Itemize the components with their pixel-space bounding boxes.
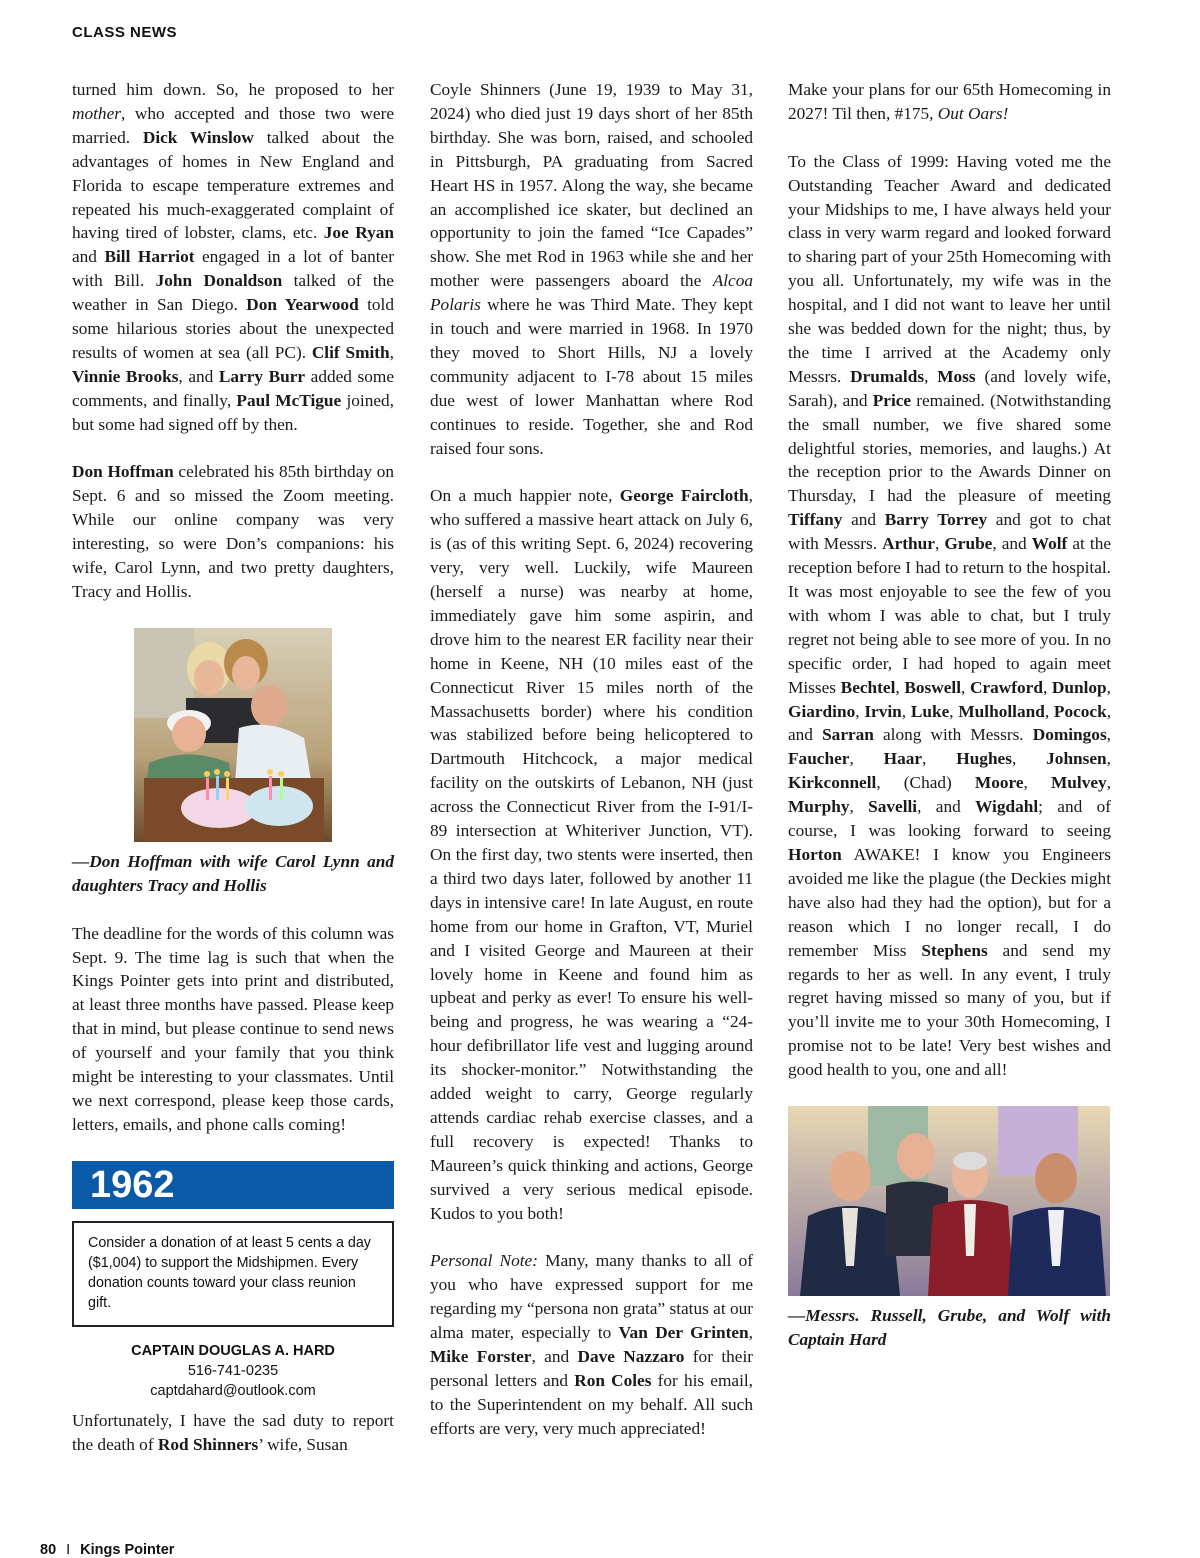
name-highlight: Clif Smith: [311, 342, 390, 362]
text-run: Coyle Shinners (June 19, 1939 to May 31, 2024) who died just 19 days short of her 85th birthday. She was born, raised, and schooled in Pittsburgh, PA graduating from Sacred Heart HS in 1957. Along the way, she became an accomplished ice skater, but declined an opportunity to join the famed “Ice Capades” show. She met Rod in 1963 while she and her mother were passengers aboard the: [430, 80, 753, 291]
text-run: turned him down. So, he proposed to her: [72, 80, 394, 99]
donation-box: Consider a donation of at least 5 cents a day ($1,004) to support the Midshipmen. Every donation counts toward your class reunion gift.: [72, 1221, 394, 1327]
name-highlight: Wolf: [1031, 534, 1068, 554]
name-highlight: Don Yearwood: [246, 295, 359, 315]
text-run: Many, many thanks to all of you who have expressed support for me regarding my “persona non grata” status at our alma mater, especially to: [430, 1251, 753, 1343]
text-run: ’ wife, Susan: [258, 1434, 348, 1454]
text-run: To the Class of 1999: Having voted me the Outstanding Teacher Award and dedicated your Midships to me, I have always held your class in very warm regard and looked forward to sharing part of your 25th Homecoming with you all. Unfortunately, my wife was in the hospital, and I did not want to leave her until she was bedded down for the night; thus, by the time I arrived at the Academy only Messrs.: [788, 151, 1112, 386]
name-highlight: Barry Torrey: [884, 510, 988, 530]
italic-text: Alcoa Polaris: [430, 271, 753, 315]
name-highlight: Murphy: [788, 797, 850, 817]
name-highlight: Bechtel: [840, 677, 896, 697]
name-highlight: Mulholland: [958, 701, 1045, 721]
hoffman-family-photo: [134, 628, 332, 842]
name-highlight: George Faircloth: [619, 486, 749, 506]
class-year-banner: 1962: [72, 1161, 394, 1209]
text-run: (and lovely wife, Sarah), and: [788, 366, 1112, 410]
name-highlight: Johnsen: [1046, 749, 1107, 769]
paragraph: [72, 460, 394, 603]
text-run: , and: [917, 797, 976, 817]
text-run: ,: [1011, 749, 1047, 769]
captain-photo-caption: —Messrs. Russell, Grube, and Wolf with Captain Hard: [788, 1305, 1111, 1349]
text-run: ,: [1106, 677, 1111, 697]
name-highlight: Boswell: [904, 677, 962, 697]
page-number: 80: [40, 1542, 57, 1558]
hoffman-photo-caption: —Don Hoffman with wife Carol Lynn and daughters Tracy and Hollis: [72, 851, 394, 895]
paragraph: [430, 484, 753, 1225]
name-highlight: Van Der Grinten: [618, 1323, 749, 1343]
column-3: [788, 78, 1111, 1376]
text-run: ,: [1106, 773, 1112, 793]
column-2: [430, 78, 753, 1441]
name-highlight: Joe Ryan: [323, 223, 394, 243]
name-highlight: Horton: [788, 844, 842, 864]
name-highlight: Ron Coles: [574, 1370, 652, 1390]
name-highlight: Tiffany: [788, 510, 843, 530]
name-highlight: Mike Forster: [430, 1347, 532, 1366]
text-run: and got to chat with Messrs.: [788, 510, 1112, 554]
text-run: ,: [949, 701, 959, 721]
italic-text: mother: [72, 103, 121, 123]
text-run: ,: [1042, 677, 1052, 697]
paragraph: [72, 922, 394, 1137]
text-run: , and: [531, 1347, 578, 1366]
text-run: Unfortunately, I have the sad duty to report the death of: [72, 1410, 394, 1454]
text-run: at the reception before I had to return to the hospital. It was most enjoyable to see the few of you with whom I was able to chat, but I truly regret not being able to see more of you. In no specific order, I had hoped to again meet Misses: [788, 534, 1112, 697]
text-run: remained. (Notwithstanding the small number, we five shared some delightful stories, memories, and laughs.) At the reception prior to the Awards Dinner on Thursday, I had the pleasure of meeting: [788, 390, 1112, 506]
text-run: and: [72, 247, 105, 267]
name-highlight: Bill Harriot: [104, 247, 195, 267]
text-run: ,: [922, 749, 957, 769]
name-highlight: Paul McTigue: [236, 390, 342, 410]
name-highlight: Kirkconnell: [788, 773, 877, 793]
name-highlight: Dave Nazzaro: [577, 1347, 685, 1366]
name-highlight: Luke: [910, 701, 950, 721]
name-highlight: Crawford: [969, 677, 1043, 697]
text-run: ,: [924, 366, 938, 386]
name-highlight: Dick Winslow: [142, 127, 254, 147]
text-run: ,: [1106, 749, 1111, 769]
name-highlight: John Donaldson: [155, 271, 283, 291]
text-run: told some hilarious stories about the unexpected results of women at sea (all PC).: [72, 295, 394, 362]
name-highlight: Wigdahl: [975, 797, 1039, 817]
name-highlight: Vinnie Brooks: [72, 366, 179, 386]
name-highlight: Drumalds: [850, 366, 925, 386]
name-highlight: Faucher: [788, 749, 850, 769]
contact-phone: 516-741-0235: [187, 1362, 279, 1379]
paragraph: [430, 78, 753, 461]
name-highlight: Larry Burr: [218, 366, 306, 386]
italic-text: Personal Note:: [430, 1251, 538, 1271]
name-highlight: Domingos: [1032, 725, 1107, 745]
column-1: [72, 78, 394, 1456]
text-run: , and: [178, 366, 219, 386]
text-run: joined, but some had signed off by then.: [72, 390, 394, 434]
text-run: celebrated his 85th birthday on Sept. 6 and so missed the Zoom meeting. While our online company was very interesting, so were Don’s companions: his wife, Carol Lynn, and two pretty daughters, Tracy and Hollis.: [72, 462, 394, 602]
text-run: , (Chad): [876, 773, 975, 793]
text-run: ; and of course, I was looking forward to seeing: [788, 797, 1111, 841]
text-run: ,: [961, 677, 970, 697]
text-run: for their personal letters and: [430, 1347, 753, 1390]
section-header: CLASS NEWS: [72, 24, 178, 41]
name-highlight: Irvin: [864, 701, 902, 721]
name-highlight: Arthur: [882, 534, 935, 554]
paragraph: [788, 150, 1111, 1082]
text-run: , and: [788, 701, 1112, 745]
name-highlight: Moore: [974, 773, 1024, 793]
name-highlight: Haar: [883, 749, 923, 769]
text-run: where he was Third Mate. They kept in touch and were married in 1968. In 1970 they moved to Short Hills, NJ a lovely community adjacent to I-78 about 15 miles due west of lower Manhattan where Rod continues to reside. Together, she and Rod raised four sons.: [430, 295, 753, 458]
paragraph: [430, 1249, 753, 1440]
text-run: , who accepted and those two were married.: [72, 103, 394, 147]
paragraph: [72, 78, 394, 437]
text-run: AWAKE! I know you Engineers avoided me like the plague (the Deckies might have also had they had the option), but for a reason which I no longer recall, I do remember Miss: [788, 844, 1111, 960]
text-run: added some comments, and finally,: [72, 366, 395, 410]
publication-name: Kings Pointer: [80, 1542, 175, 1558]
text-run: Make your plans for our 65th Homecoming in 2027! Til then, #175,: [788, 80, 1111, 123]
name-highlight: Pocock: [1053, 701, 1107, 721]
italic-text: Out Oars!: [937, 103, 1009, 123]
paragraph: [788, 78, 1111, 126]
text-run: ,: [855, 701, 865, 721]
footer-separator: I: [66, 1542, 71, 1558]
paragraph: [72, 1409, 394, 1457]
text-run: ,: [1044, 701, 1054, 721]
name-highlight: Mulvey: [1051, 773, 1107, 793]
name-highlight: Savelli: [868, 797, 918, 817]
contact-name: CAPTAIN DOUGLAS A. HARD: [131, 1342, 335, 1359]
captain-hard-group-photo: [788, 1106, 1110, 1296]
name-highlight: Stephens: [921, 940, 988, 960]
name-highlight: Giardino: [788, 701, 856, 721]
name-highlight: Dunlop: [1051, 677, 1107, 697]
name-highlight: Hughes: [956, 749, 1012, 769]
text-run: ,: [849, 797, 869, 817]
text-run: ,: [1106, 725, 1111, 745]
text-run: for his email, to the Superintendent on my behalf. All such efforts are very, very much appreciated!: [430, 1370, 754, 1438]
text-run: The deadline for the words of this column was Sept. 9. The time lag is such that when the Kings Pointer gets into print and distributed, at least three months have passed. Please keep that in mind, but please continue to send news of yourself and your family that you think might be interesting to your classmates. Until we next correspond, please keep those cards, letters, emails, and phone calls coming!: [72, 923, 394, 1134]
text-run: and send my regards to her as well. In any event, I truly regret having missed so many of you, but if you’ll invite me to your 30th Homecoming, I promise not to be late! Very best wishes and good health to you, one and all!: [788, 940, 1111, 1080]
contact-email[interactable]: captdahard@outlook.com: [150, 1382, 316, 1399]
name-highlight: Sarran: [822, 725, 874, 745]
class-contact: [72, 1341, 394, 1401]
text-run: ,: [901, 701, 911, 721]
name-highlight: Moss: [937, 366, 976, 386]
text-run: ,: [934, 534, 945, 554]
text-run: talked of the weather in San Diego.: [72, 271, 394, 315]
text-run: engaged in a lot of banter with Bill.: [72, 247, 394, 291]
text-run: ,: [1023, 773, 1051, 793]
text-run: ,: [748, 1323, 753, 1343]
name-highlight: Grube: [944, 534, 993, 554]
text-run: ,: [849, 749, 884, 769]
name-highlight: Rod Shinners: [157, 1434, 259, 1454]
text-run: talked about the advantages of homes in New England and Florida to escape temperature extremes and repeated his much-exaggerated complaint of having tired of lobster, clams, etc.: [72, 127, 394, 243]
name-highlight: Price: [872, 390, 912, 410]
text-run: On a much happier note,: [430, 486, 620, 506]
text-run: and: [842, 510, 885, 530]
text-run: , who suffered a massive heart attack on July 6, is (as of this writing Sept. 6, 2024) recovering very, very well. Luckily, wife Maureen (herself a nurse) was nearby at home, immediately gave him some aspirin, and drove him to the nearest ER facility near their home in Keene, NH (10 miles east of the Connecticut River 15 miles north of the Massachusetts border) where his condition was stabilized before being helicoptered to Dartmouth Hitchcock, a major medical facility on the outskirts of Lebanon, NH (just across the Connecticut River from the I-91/I-89 intersection at Whiteriver Junction, VT). On the first day, two stents were inserted, then a third two days later, followed by another 11 days in intensive care! In late August, en route home from our home in Grafton, VT, Muriel and I visited George and Maureen at their lovely home in Keene and found him as upbeat and perky as ever! To ensure his well-being and progress, he was wearing a “24-hour defibrillator life vest and lugging around its shocker-monitor.” Notwithstanding the added weight to carry, George regularly attends cardiac rehab exercise classes, and a full recovery is expected! Thanks to Maureen’s quick thinking and actions, George survived a very serious medical episode. Kudos to you both!: [430, 486, 753, 1223]
page-footer: [40, 1542, 174, 1558]
text-run: ,: [895, 677, 905, 697]
text-run: , and: [992, 534, 1032, 554]
text-run: along with Messrs.: [873, 725, 1033, 745]
text-run: ,: [389, 342, 394, 362]
name-highlight: Don Hoffman: [72, 462, 174, 482]
